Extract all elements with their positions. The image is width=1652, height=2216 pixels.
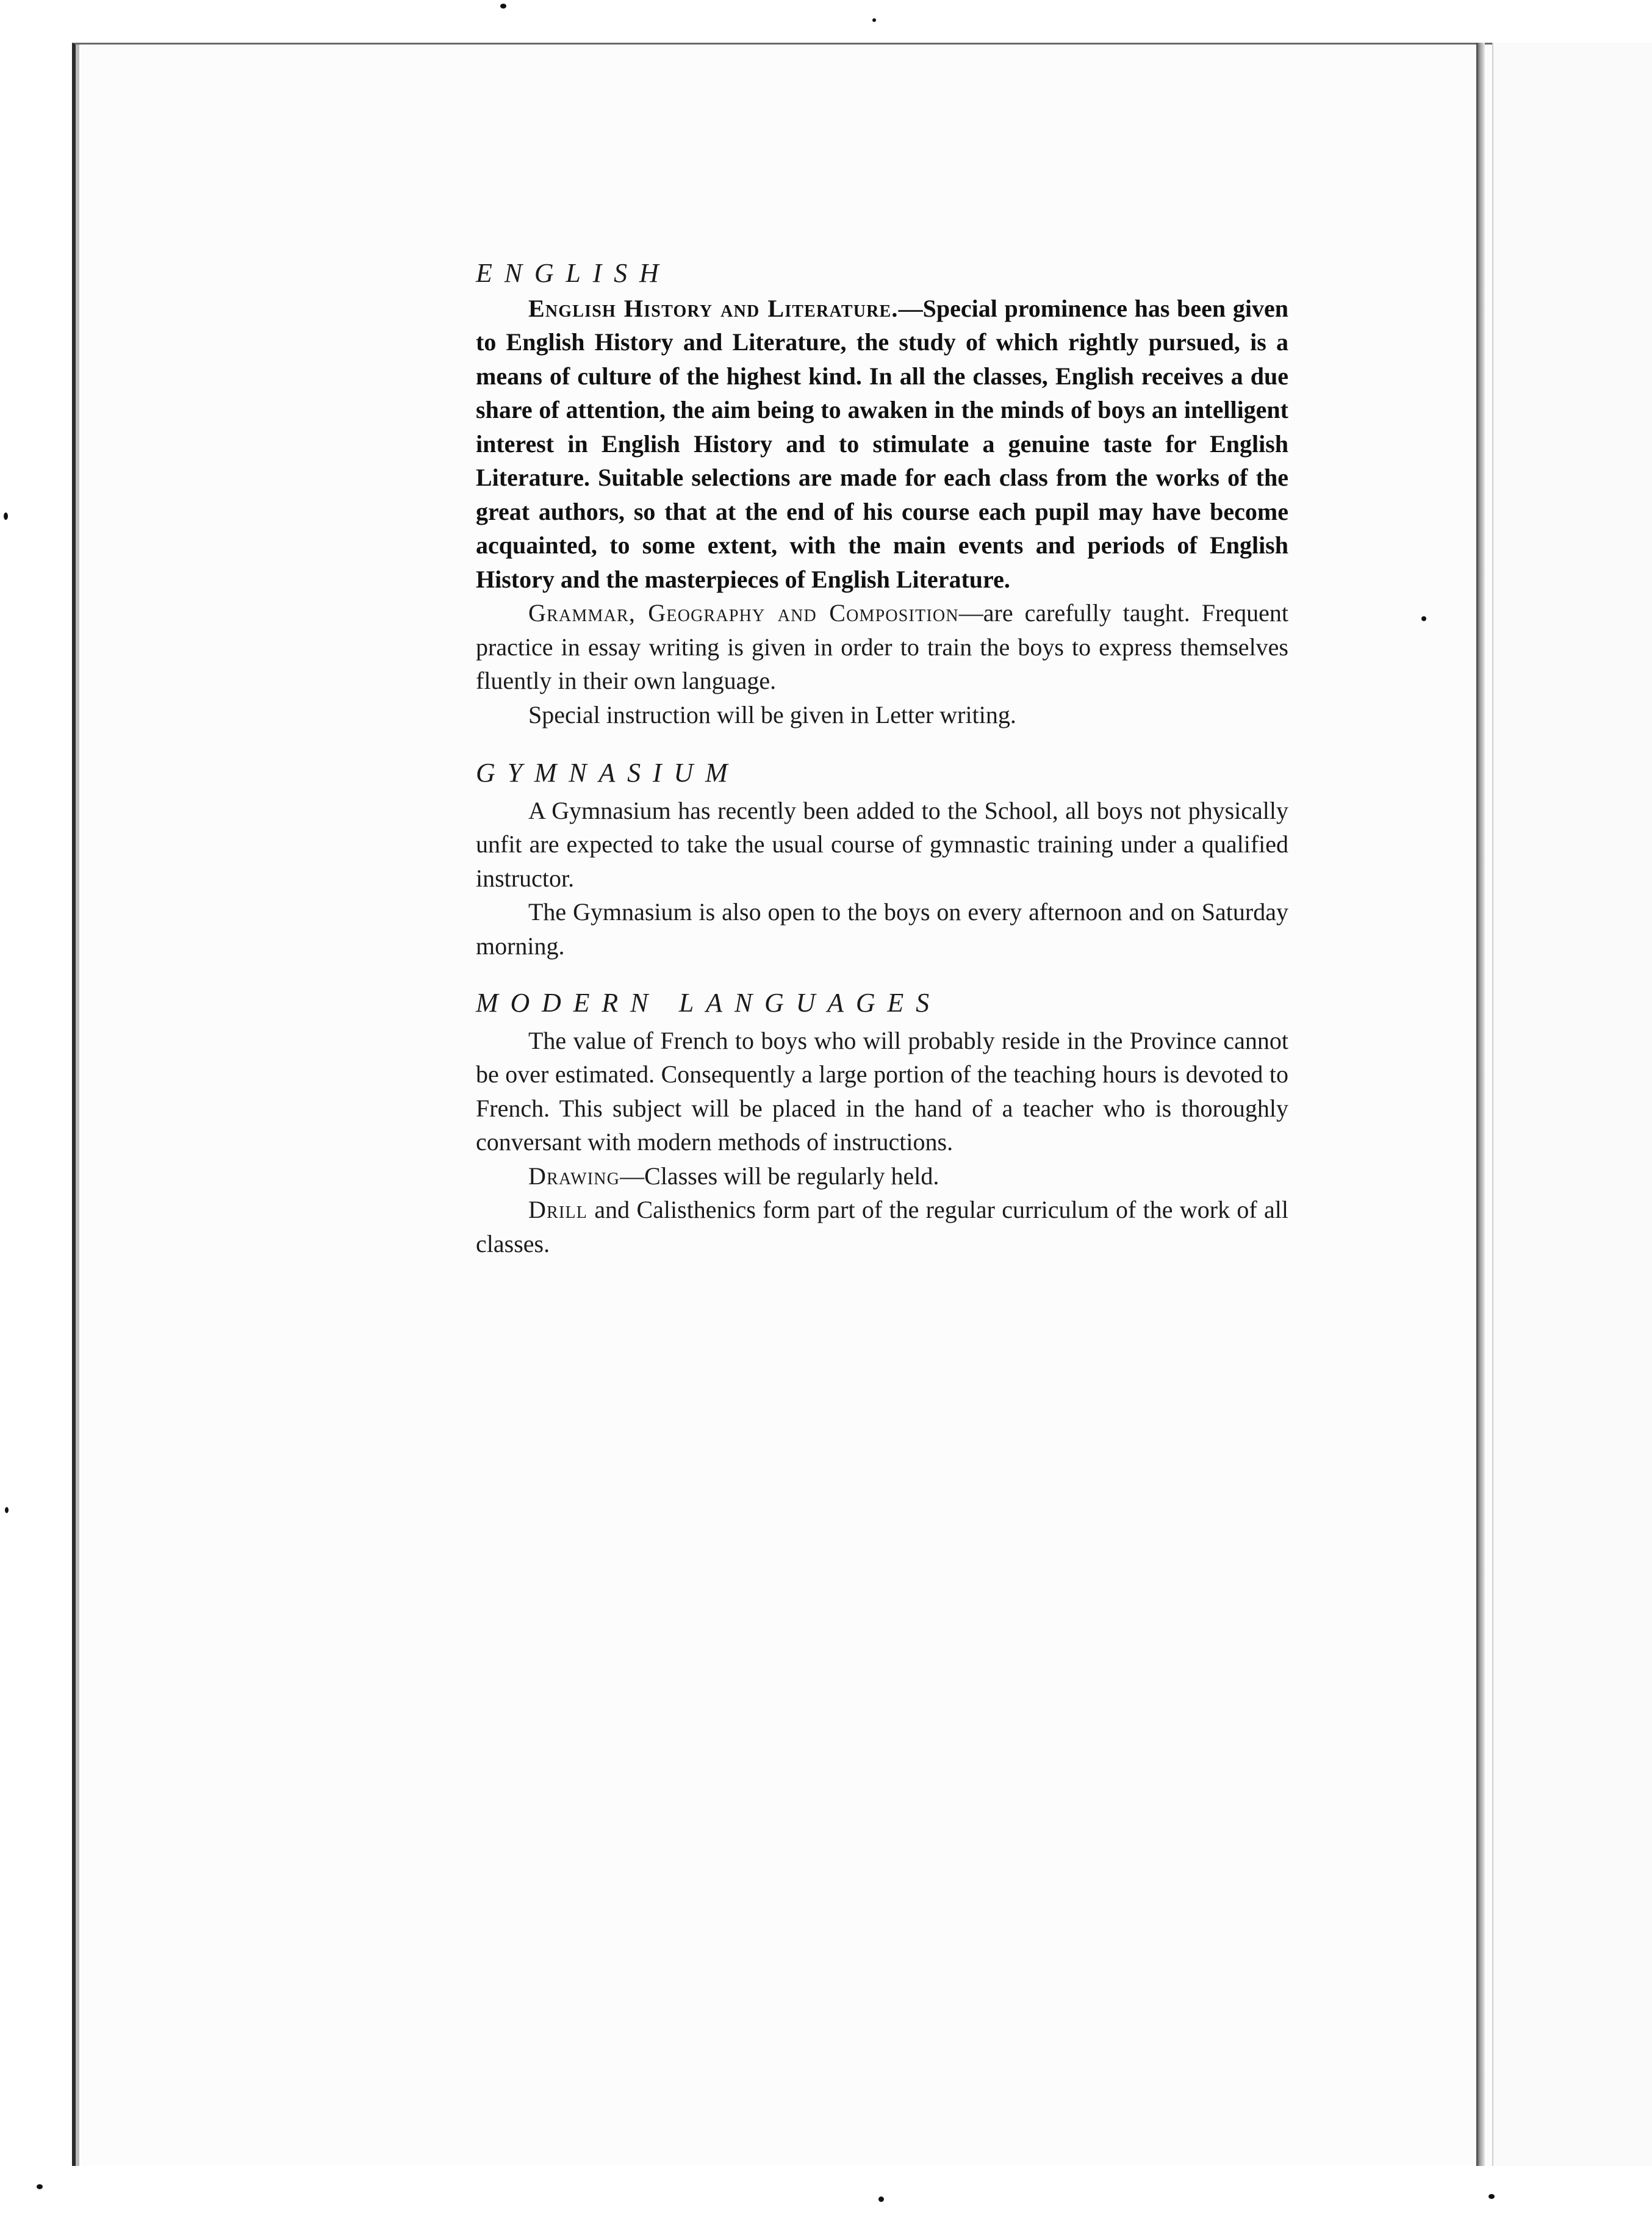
page-text xyxy=(476,256,1288,1261)
paragraph-lead: English History and Literature. xyxy=(528,294,899,322)
scan-speck xyxy=(878,2196,884,2202)
section-heading-gymnasium: GYMNASIUM xyxy=(476,758,740,788)
paragraph-gymnasium-open xyxy=(476,895,1288,963)
paragraph-english-history xyxy=(476,292,1288,597)
section-heading-english: ENGLISH xyxy=(476,258,671,288)
paragraph-text: Special instruction will be given in Letter writing. xyxy=(528,700,1016,728)
paragraph-text: The value of French to boys who will probably reside in the Province cannot be over estimated. Consequently a large portion of the teaching hours is devoted to French. This subject will be placed in the hand of a teacher who is thoroughly conversant with modern methods of instructions. xyxy=(476,1026,1288,1156)
scan-speck xyxy=(1421,616,1426,621)
facing-page-edge xyxy=(1492,43,1652,2166)
paragraph-lead: Grammar, Geography and Composition xyxy=(528,599,959,627)
paragraph-drawing xyxy=(476,1159,1288,1193)
scan-speck xyxy=(37,2184,43,2189)
paragraph-gymnasium-added xyxy=(476,794,1288,896)
page-gutter-edge xyxy=(1476,43,1485,2166)
scan-speck xyxy=(500,4,506,9)
paragraph-lead: Drill xyxy=(528,1196,588,1223)
scan-speck xyxy=(4,513,8,520)
paragraph-letter-writing xyxy=(476,698,1288,732)
paragraph-text: A Gymnasium has recently been added to the School, all boys not physically unfit are expected to take the usual course of gymnastic training under a qualified instructor. xyxy=(476,796,1288,892)
paragraph-lead: Drawing xyxy=(528,1162,620,1190)
paragraph-drill xyxy=(476,1193,1288,1261)
scan-bottom-margin xyxy=(0,2166,1652,2216)
paragraph-text: The Gymnasium is also open to the boys on every afternoon and on Saturday morning. xyxy=(476,898,1288,960)
section-heading-modern-languages: MODERN LANGUAGES xyxy=(476,988,941,1018)
scan-speck xyxy=(872,18,876,22)
paragraph-text: —Special prominence has been given to English History and Literature, the study of which rightly pursued, is a means of culture of the highest kind. In all the classes, English receives a due share of attention, the aim being to awaken in the minds of boys an intelligent interest in English History and to stimulate a genuine taste for English Literature. Suitable selections are made for each class from the works of the great authors, so that at the end of his course each pupil may have become acquainted, to some extent, with the main events and periods of English History and the masterpieces of English Literature. xyxy=(476,294,1288,593)
scan-speck xyxy=(5,1507,9,1513)
scan-speck xyxy=(1489,2194,1495,2199)
paragraph-text: and Calisthenics form part of the regular curriculum of the work of all classes. xyxy=(476,1196,1288,1257)
paragraph-text: —Classes will be regularly held. xyxy=(620,1162,939,1190)
paragraph-grammar xyxy=(476,596,1288,698)
paragraph-french xyxy=(476,1024,1288,1159)
paragraph-text: —are carefully taught. Frequent practice in essay writing is given in order to train the boys to express themselves fluently in their own language. xyxy=(476,599,1288,694)
